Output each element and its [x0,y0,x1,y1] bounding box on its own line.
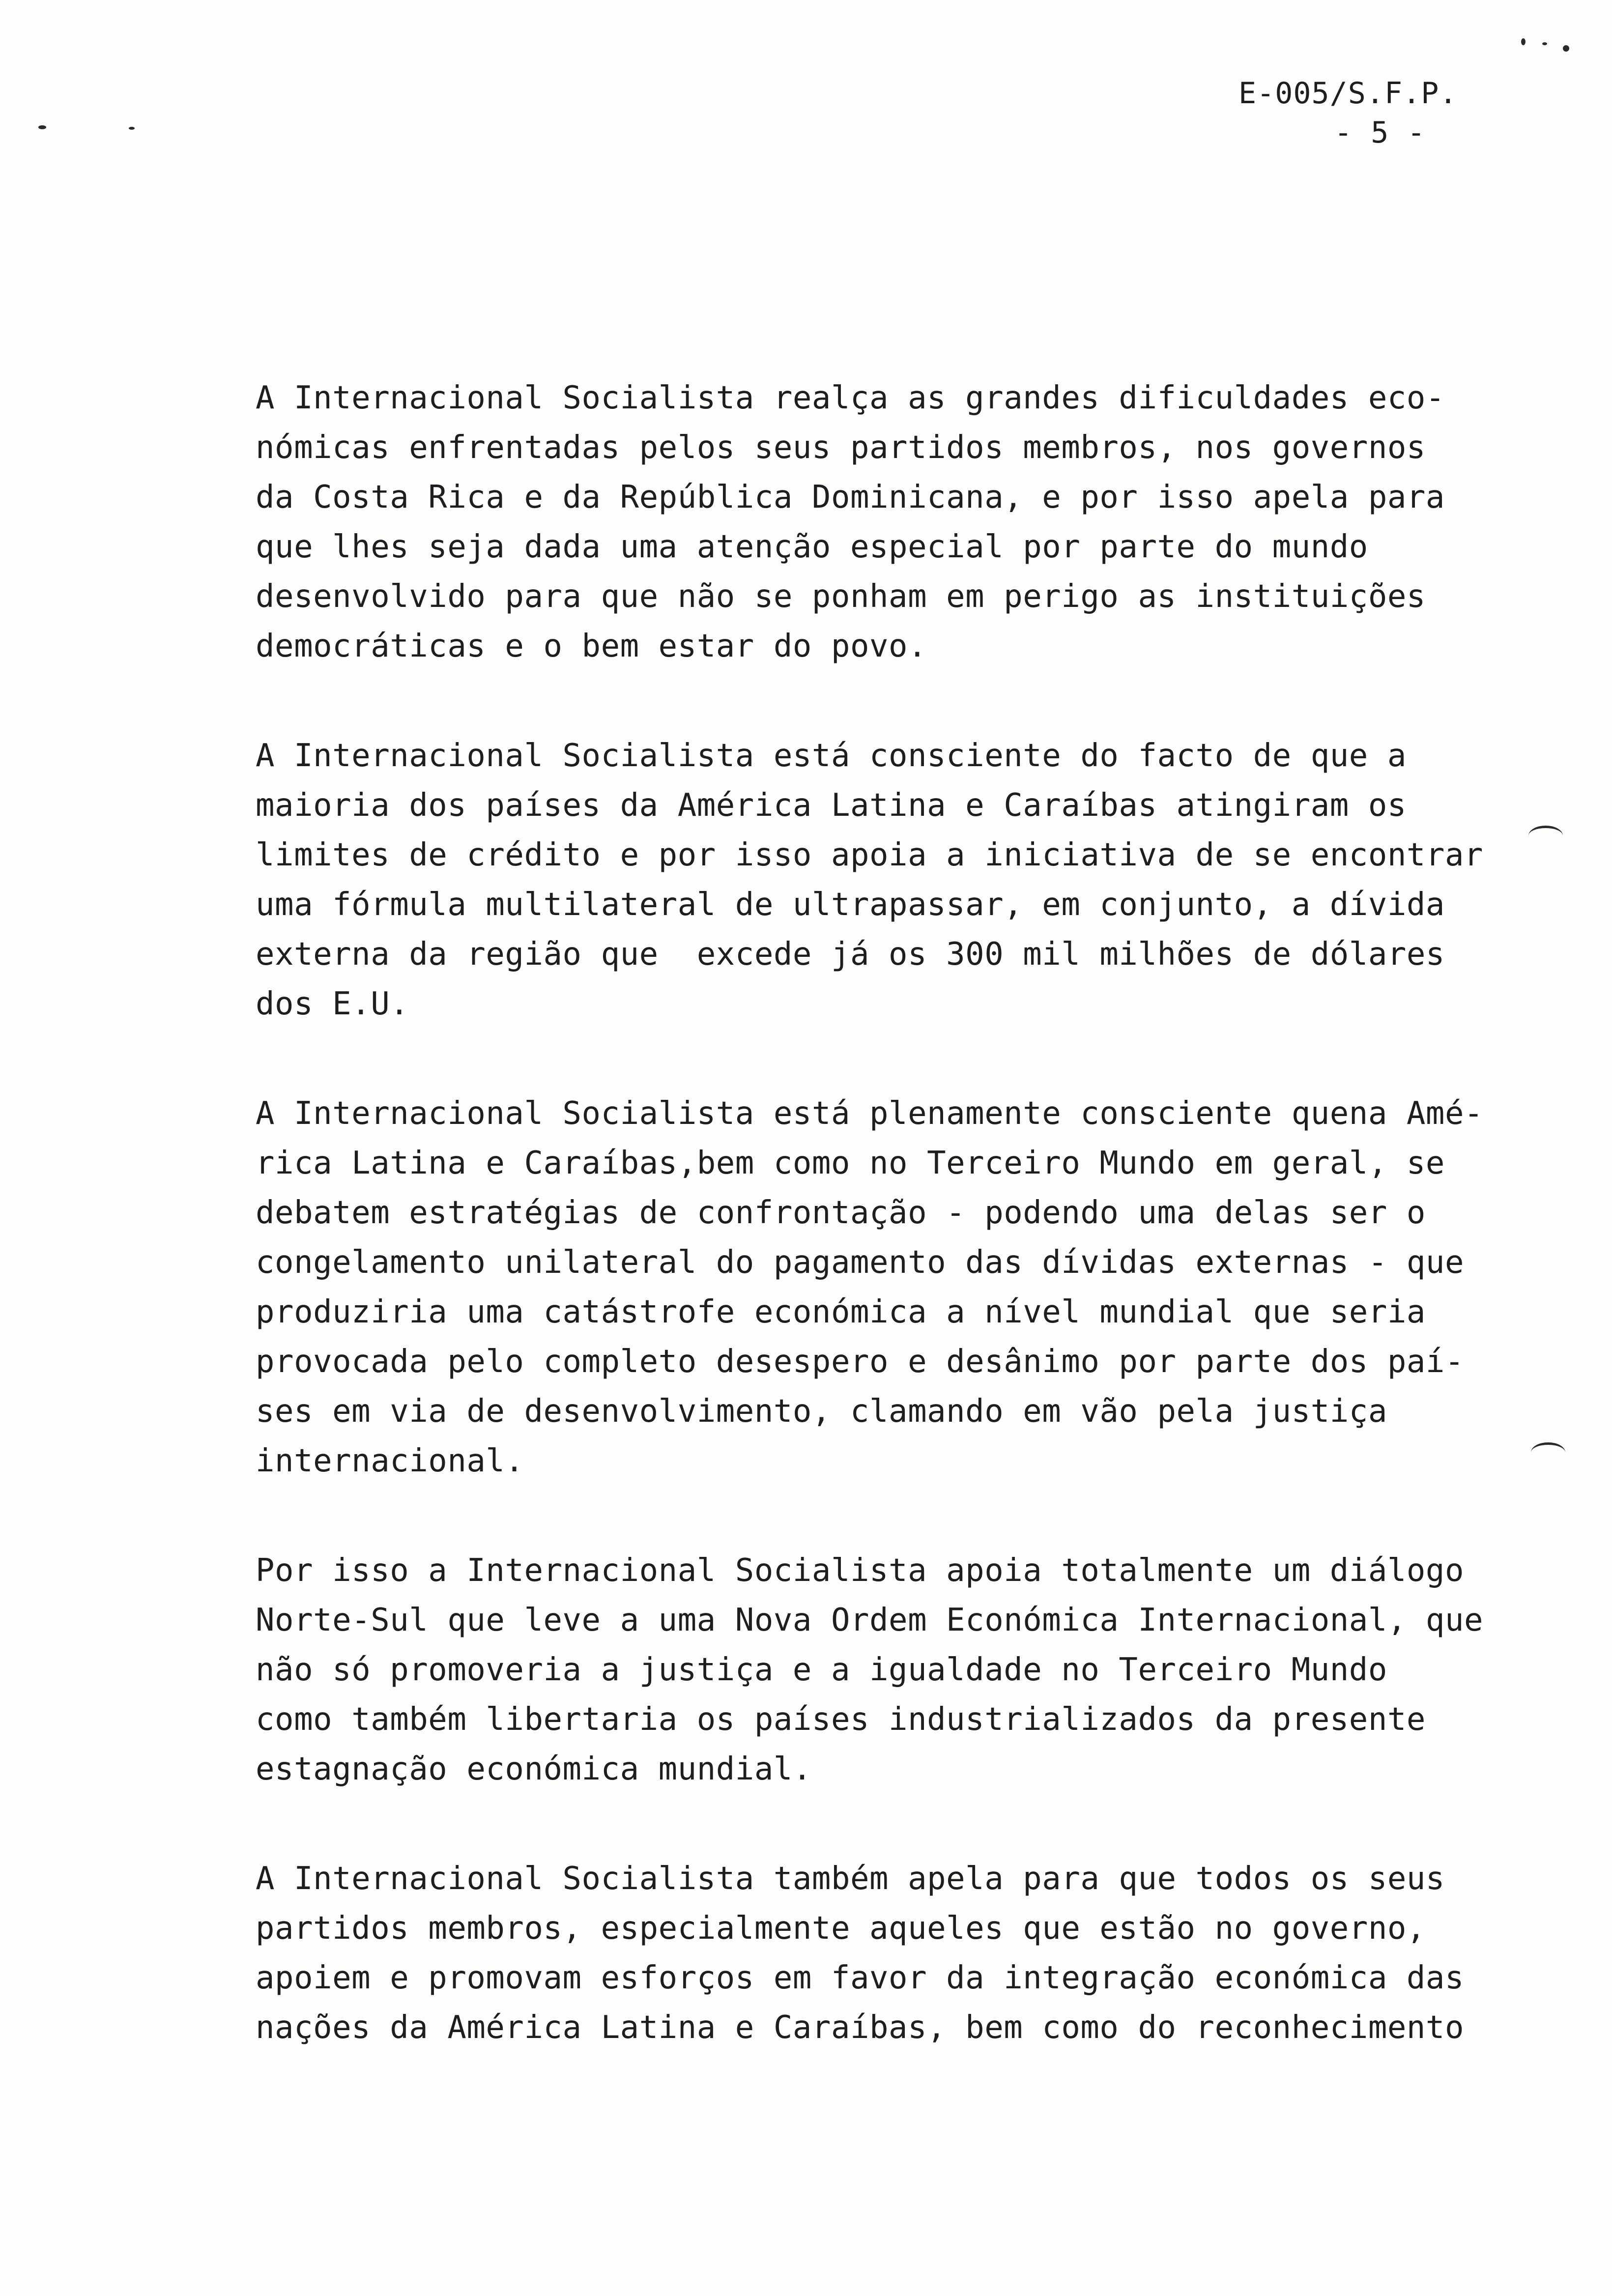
text-line: internacional. [256,1443,524,1479]
document-reference: E-005/S.F.P. [1238,76,1458,111]
text-line: rica Latina e Caraíbas,bem como no Terceiro Mundo em geral, se [256,1145,1445,1181]
text-line: A Internacional Socialista está consciente do facto de que a [256,738,1407,774]
text-line: nómicas enfrentadas pelos seus partidos membros, nos governos [256,430,1426,466]
text-line: estagnação económica mundial. [256,1751,812,1787]
text-line: ses em via de desenvolvimento, clamando em vão pela justiça [256,1393,1387,1430]
text-line: democráticas e o bem estar do povo. [256,628,927,664]
scan-speck [1521,38,1526,45]
text-line: debatem estratégias de confrontação - podendo uma delas ser o [256,1195,1426,1231]
text-line: apoiem e promovam esforços em favor da integração económica das [256,1960,1464,1996]
text-line: Por isso a Internacional Socialista apoia totalmente um diálogo [256,1552,1464,1589]
text-line: dos E.U. [256,986,409,1022]
scan-speck [129,127,135,130]
text-line: congelamento unilateral do pagamento das dívidas externas - que [256,1244,1464,1281]
text-line: maioria dos países da América Latina e Caraíbas atingiram os [256,787,1407,824]
scan-speck [38,125,46,129]
scan-speck [1542,42,1547,45]
text-line: limites de crédito e por isso apoia a iniciativa de se encontrar [256,837,1483,873]
document-header [1238,74,1533,152]
text-line: provocada pelo completo desespero e desânimo por parte dos paí- [256,1344,1464,1380]
text-line: não só promoveria a justiça e a igualdade no Terceiro Mundo [256,1652,1387,1688]
text-line: que lhes seja dada uma atenção especial por parte do mundo [256,529,1368,565]
paragraph-2 [256,731,1553,1029]
text-line: A Internacional Socialista realça as grandes dificuldades eco- [256,380,1445,416]
text-line: partidos membros, especialmente aqueles que estão no governo, [256,1910,1426,1947]
paragraph-5 [256,1854,1553,2053]
text-line: da Costa Rica e da República Dominicana, e por isso apela para [256,479,1445,516]
paragraph-3 [256,1089,1553,1486]
paragraph-1 [256,373,1553,671]
text-line: uma fórmula multilateral de ultrapassar, em conjunto, a dívida [256,887,1445,923]
text-line: como também libertaria os países industrializados da presente [256,1701,1426,1738]
scan-speck [1563,45,1569,52]
text-line: nações da América Latina e Caraíbas, bem como do reconhecimento [256,2009,1464,2046]
text-line: A Internacional Socialista também apela para que todos os seus [256,1861,1445,1897]
text-line: produziria uma catástrofe económica a nível mundial que seria [256,1294,1426,1330]
document-body [256,373,1553,2113]
text-line: externa da região que excede já os 300 mil milhões de dólares [256,936,1445,973]
paragraph-4 [256,1546,1553,1794]
page-number: - 5 - [1334,115,1426,150]
text-line: desenvolvido para que não se ponham em perigo as instituições [256,578,1426,615]
text-line: Norte-Sul que leve a uma Nova Ordem Económica Internacional, que [256,1602,1483,1638]
text-line: A Internacional Socialista está plenamente consciente quena Amé- [256,1095,1483,1132]
